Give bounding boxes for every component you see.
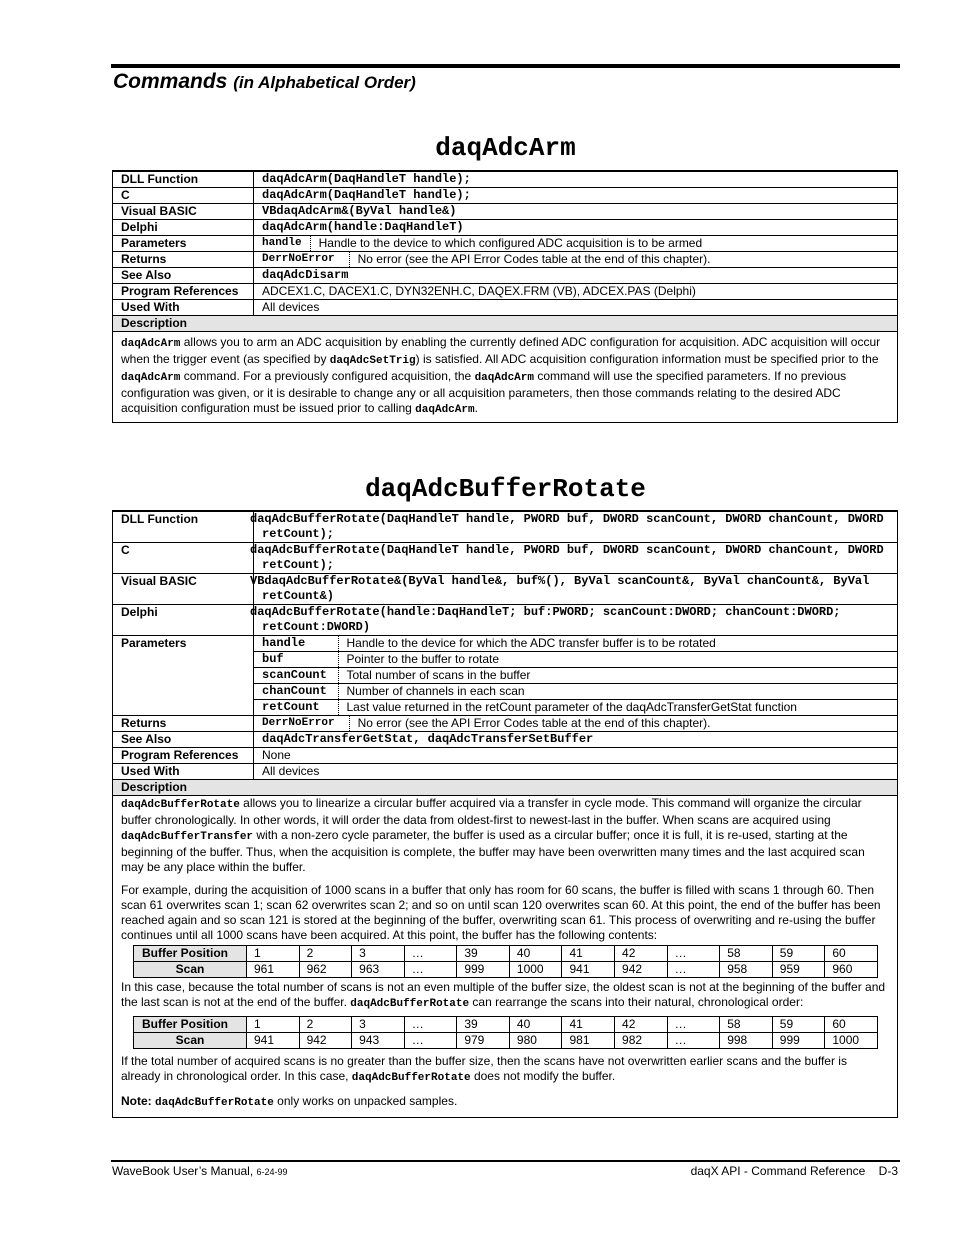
buffer-position-row	[134, 946, 878, 962]
table-cell: …	[667, 1033, 720, 1049]
cmd1-desc-code-5: daqAdcArm	[415, 404, 475, 416]
table-cell: 2	[299, 946, 352, 962]
table-cell: 59	[772, 946, 825, 962]
table-cell: 3	[352, 946, 405, 962]
cmd1-usedwith-label: Used With	[113, 300, 254, 316]
cmd2-returns-desc: No error (see the API Error Codes table at the end of this chapter).	[357, 716, 711, 730]
table-cell: 999	[772, 1033, 825, 1049]
cmd1-title: daqAdcArm	[435, 133, 576, 163]
cmd2-progref-value: None	[254, 748, 898, 764]
cmd2-desc-text-5: If the total number of acquired scans is no greater than the buffer size, then the scans have not overwritten earlier scans and the buffer is already in chronological order. In this case,	[121, 1054, 847, 1083]
table-cell: 41	[562, 946, 615, 962]
cmd2-c-value: daqAdcBufferRotate(DaqHandleT handle, PWORD buf, DWORD scanCount, DWORD chanCount, DWORD retCount);	[254, 543, 898, 574]
footer-left	[112, 1164, 288, 1178]
cmd1-returns-label: Returns	[113, 252, 254, 268]
param-name: handle	[254, 636, 338, 652]
section-title-main: Commands	[113, 70, 228, 93]
table-cell: 60	[825, 946, 878, 962]
cmd1-returns-desc: No error (see the API Error Codes table at the end of this chapter).	[357, 252, 711, 266]
cmd2-dll-value: daqAdcBufferRotate(DaqHandleT handle, PWORD buf, DWORD scanCount, DWORD chanCount, DWORD retCount);	[254, 511, 898, 543]
table-cell: 59	[772, 1017, 825, 1033]
table-cell: 962	[299, 962, 352, 978]
scan-label: Scan	[134, 1033, 247, 1049]
section-title	[113, 70, 416, 94]
cmd1-desc-text-5: .	[474, 401, 478, 415]
cmd2-desc-text-3: In this case, because the total number of scans is not an even multiple of the buffer size, the oldest scan is not at the beginning of the buffer and the last scan is not at the end of the buffer.	[121, 980, 886, 1009]
cmd1-params-cell	[254, 236, 898, 252]
param-name: retCount	[254, 700, 338, 716]
cmd2-usedwith-label: Used With	[113, 764, 254, 780]
cmd1-progref-label: Program References	[113, 284, 254, 300]
cmd1-desc-text-4: command will use the specified parameters. If no previous configuration was given, or it is desirable to change any or all acquisition parameters, then those commands relating to the desired ADC acquisition configuration must be issued prior to calling	[121, 369, 847, 415]
table-cell: 943	[352, 1033, 405, 1049]
cmd1-desc-code-2: daqAdcSetTrig	[329, 355, 416, 367]
param-row	[254, 636, 897, 652]
param-desc: Number of channels in each scan	[338, 684, 897, 700]
cmd2-usedwith-value: All devices	[254, 764, 898, 780]
param-desc: Total number of scans in the buffer	[338, 668, 897, 684]
note-code: daqAdcBufferRotate	[155, 1097, 274, 1109]
param-row	[254, 700, 897, 716]
table-cell: 1000	[825, 1033, 878, 1049]
table-cell: 981	[562, 1033, 615, 1049]
cmd2-vb-label: Visual BASIC	[113, 574, 254, 605]
section-subtitle: (in Alphabetical Order)	[233, 73, 416, 92]
table-cell: 58	[720, 1017, 773, 1033]
top-rule	[111, 64, 900, 68]
cmd1-returns-name: DerrNoError	[254, 252, 350, 267]
param-name: buf	[254, 652, 338, 668]
cmd2-dll-label: DLL Function	[113, 511, 254, 543]
cmd2-returns-name: DerrNoError	[254, 716, 350, 731]
table-cell: …	[404, 946, 457, 962]
table-cell: …	[667, 1017, 720, 1033]
table-cell: 941	[562, 962, 615, 978]
table-cell: 60	[825, 1017, 878, 1033]
param-desc: Last value returned in the retCount parameter of the daqAdcTransferGetStat function	[346, 700, 797, 714]
cmd1-desc-label: Description	[113, 316, 898, 332]
table-cell: 1000	[509, 962, 562, 978]
cmd1-dll-value: daqAdcArm(DaqHandleT handle);	[254, 171, 898, 188]
cmd2-c-label: C	[113, 543, 254, 574]
table-cell: 942	[615, 962, 668, 978]
cmd1-desc-code-1: daqAdcArm	[121, 338, 181, 350]
cmd2-description	[113, 796, 898, 1118]
footer-right: daqX API - Command Reference D-3	[690, 1164, 898, 1178]
table-cell: 963	[352, 962, 405, 978]
buffer-position-label: Buffer Position	[134, 1017, 247, 1033]
table-cell: 1	[247, 1017, 300, 1033]
table-cell: 961	[247, 962, 300, 978]
cmd2-params-table	[254, 636, 897, 715]
table-cell: 958	[720, 962, 773, 978]
cmd2-desc-text-4: can rearrange the scans into their natural, chronological order:	[469, 995, 804, 1009]
cmd2-seealso-value: daqAdcTransferGetStat, daqAdcTransferSetBuffer	[254, 732, 898, 748]
table-cell: 979	[457, 1033, 510, 1049]
table-cell: 41	[562, 1017, 615, 1033]
cmd2-desc-code-1: daqAdcBufferRotate	[121, 799, 240, 811]
cmd1-c-label: C	[113, 188, 254, 204]
cmd1-returns-cell	[254, 252, 898, 268]
param-desc: Pointer to the buffer to rotate	[338, 652, 897, 668]
cmd2-title: daqAdcBufferRotate	[365, 474, 646, 504]
cmd1-desc-code-3: daqAdcArm	[121, 372, 181, 384]
cmd1-params-label: Parameters	[113, 236, 254, 252]
table-cell: 982	[615, 1033, 668, 1049]
cmd1-delphi-label: Delphi	[113, 220, 254, 236]
table-cell: 3	[352, 1017, 405, 1033]
cmd2-seealso-label: See Also	[113, 732, 254, 748]
note-label: Note:	[121, 1094, 152, 1108]
scan-row	[134, 962, 878, 978]
table-cell: …	[667, 946, 720, 962]
table-cell: 959	[772, 962, 825, 978]
table-cell: 40	[509, 1017, 562, 1033]
cmd1-table	[112, 170, 898, 423]
cmd1-param-desc: Handle to the device to which configured ADC acquisition is to be armed	[318, 236, 703, 250]
cmd2-delphi-label: Delphi	[113, 605, 254, 636]
table-cell: 999	[457, 962, 510, 978]
buffer-position-label: Buffer Position	[134, 946, 247, 962]
cmd1-desc-text-2: ) is satisfied. All ADC acquisition configuration information must be specified prior to the	[415, 352, 879, 366]
table-cell: 1	[247, 946, 300, 962]
cmd2-vb-value: VBdaqAdcBufferRotate&(ByVal handle&, buf%(), ByVal scanCount&, ByVal chanCount&, ByVal retCount&)	[254, 574, 898, 605]
table-cell: 42	[615, 1017, 668, 1033]
table-cell: 39	[457, 946, 510, 962]
table-cell: 40	[509, 946, 562, 962]
param-row	[254, 652, 897, 668]
cmd1-usedwith-value: All devices	[254, 300, 898, 316]
cmd2-table	[112, 510, 898, 1118]
table-cell: 941	[247, 1033, 300, 1049]
cmd2-desc-example: For example, during the acquisition of 1000 scans in a buffer that only has room for 60 scans, the buffer is filled with scans 1 through 60. Then scan 61 overwrites scan 1; scan 62 overwrites scan 2; and so on until scan 120 overwrites scan 60. At this point, the end of the buffer has been reached again and so scan 121 is stored at the beginning of the buffer, overwriting scan 61. This process of overwriting and re-using the buffer continues until all 1000 scans have been acquired. At this point, the buffer has the following contents:	[121, 883, 881, 942]
table-cell: 39	[457, 1017, 510, 1033]
param-desc: Handle to the device for which the ADC transfer buffer is to be rotated	[338, 636, 897, 652]
cmd1-param-name: handle	[254, 236, 311, 251]
cmd1-dll-label: DLL Function	[113, 171, 254, 188]
table-cell: …	[404, 962, 457, 978]
table-cell: 42	[615, 946, 668, 962]
cmd2-params-label: Parameters	[113, 636, 254, 716]
footer-manual: WaveBook User’s Manual,	[112, 1164, 257, 1178]
param-name: chanCount	[254, 684, 338, 700]
scan-label: Scan	[134, 962, 247, 978]
cmd1-delphi-value: daqAdcArm(handle:DaqHandleT)	[254, 220, 898, 236]
cmd1-desc-text-3: command. For a previously configured acquisition, the	[180, 369, 475, 383]
param-name: scanCount	[254, 668, 338, 684]
cmd2-desc-code-2: daqAdcBufferTransfer	[121, 831, 254, 843]
cmd1-c-value: daqAdcArm(DaqHandleT handle);	[254, 188, 898, 204]
cmd1-desc-text-1: allows you to arm an ADC acquisition by enabling the currently defined ADC configuration for acquisition. ADC acquisition will occur when the trigger event (as specified by	[121, 335, 881, 366]
param-row	[254, 684, 897, 700]
cmd2-desc-code-4: daqAdcBufferRotate	[351, 1072, 471, 1084]
buffer-position-row	[134, 1017, 878, 1033]
table-cell: …	[667, 962, 720, 978]
cmd2-desc-label: Description	[113, 780, 898, 796]
table-cell: 58	[720, 946, 773, 962]
cmd1-desc-code-4: daqAdcArm	[474, 372, 534, 384]
cmd2-progref-label: Program References	[113, 748, 254, 764]
table-cell: 980	[509, 1033, 562, 1049]
cmd2-returns-label: Returns	[113, 716, 254, 732]
buffer-table-before	[133, 945, 878, 978]
cmd2-returns-cell	[254, 716, 898, 732]
cmd2-params-cell	[254, 636, 898, 716]
cmd1-vb-value: VBdaqAdcArm&(ByVal handle&)	[254, 204, 898, 220]
cmd2-delphi-value: daqAdcBufferRotate(handle:DaqHandleT; buf:PWORD; scanCount:DWORD; chanCount:DWORD; retCount:DWORD)	[254, 605, 898, 636]
param-row	[254, 668, 897, 684]
cmd1-description	[113, 332, 898, 423]
cmd1-seealso-label: See Also	[113, 268, 254, 284]
footer-rule	[111, 1160, 900, 1162]
cmd2-desc-text-2: with a non-zero cycle parameter, the buffer is used as a circular buffer; once it is full, it is re-used, starting at the beginning of the buffer. Thus, when the acquisition is complete, the buffer may have been overwritten many times and the last acquired scan may be any place within the buffer.	[121, 828, 865, 874]
table-cell: 2	[299, 1017, 352, 1033]
table-cell: …	[404, 1017, 457, 1033]
table-cell: 998	[720, 1033, 773, 1049]
cmd1-seealso-value: daqAdcDisarm	[254, 268, 898, 284]
table-cell: 942	[299, 1033, 352, 1049]
cmd1-progref-value: ADCEX1.C, DACEX1.C, DYN32ENH.C, DAQEX.FRM (VB), ADCEX.PAS (Delphi)	[254, 284, 898, 300]
cmd1-vb-label: Visual BASIC	[113, 204, 254, 220]
note-text: only works on unpacked samples.	[273, 1094, 458, 1108]
cmd2-desc-text-6: does not modify the buffer.	[470, 1069, 616, 1083]
cmd2-desc-code-3: daqAdcBufferRotate	[350, 998, 470, 1010]
buffer-table-after	[133, 1016, 878, 1049]
table-cell: 960	[825, 962, 878, 978]
cmd2-desc-text-1: allows you to linearize a circular buffer acquired via a transfer in cycle mode. This command will organize the circular buffer chronologically. In other words, it will order the data from oldest-first to newest-last in the buffer. When scans are acquired using	[121, 796, 862, 827]
table-cell: …	[404, 1033, 457, 1049]
scan-row	[134, 1033, 878, 1049]
footer-date: 6-24-99	[256, 1167, 288, 1177]
